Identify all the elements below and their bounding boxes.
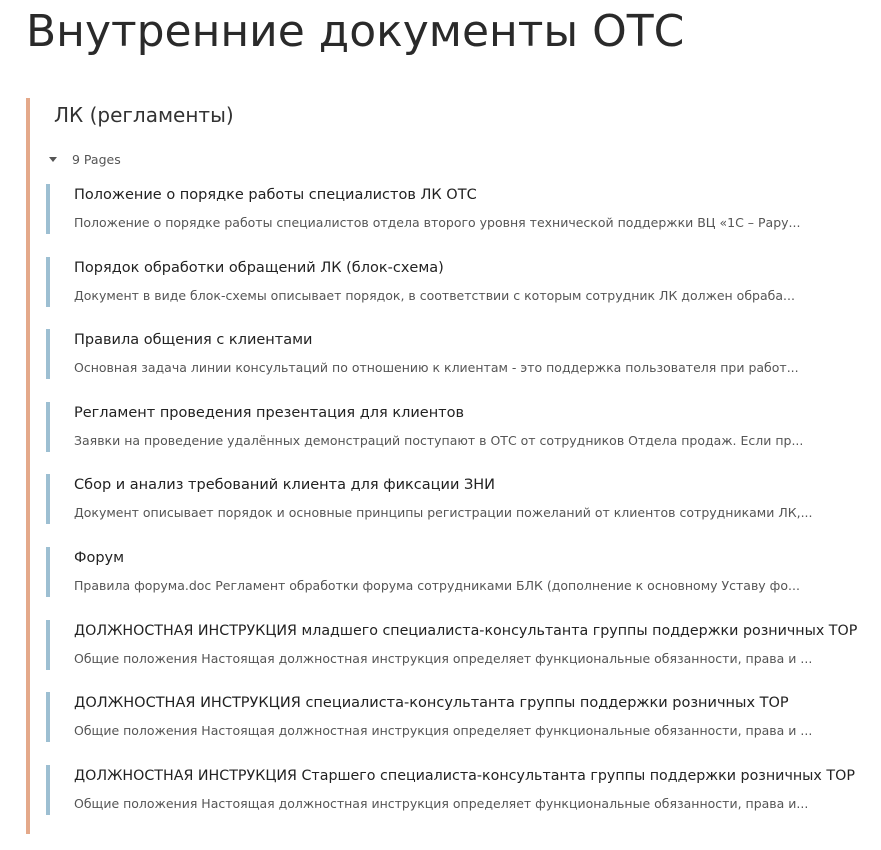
page-item-title[interactable]: Сбор и анализ требований клиента для фиксации ЗНИ (74, 477, 496, 494)
pages-count[interactable]: 9 Pages (72, 151, 121, 167)
page-item-snippet: Общие положения Настоящая должностная инструкция определяет функциональные обязанности, права и... (74, 795, 809, 811)
page-item-title[interactable]: ДОЛЖНОСТНАЯ ИНСТРУКЦИЯ младшего специалиста-консультанта группы поддержки розничных ТОР (74, 622, 858, 639)
page-item-snippet: Документ в виде блок-схемы описывает порядок, в соответствии с которым сотрудник ЛК должен обраба... (74, 287, 795, 303)
page-item-title[interactable]: Порядок обработки обращений ЛК (блок-схема) (74, 259, 444, 276)
page-item-title[interactable]: Правила общения с клиентами (74, 332, 313, 349)
page-item[interactable] (46, 257, 870, 307)
page-item-title[interactable]: Регламент проведения презентация для клиентов (74, 404, 465, 421)
page-item[interactable] (46, 474, 870, 524)
page-item[interactable] (46, 692, 870, 742)
caret-down-icon[interactable] (49, 157, 57, 162)
page-item-title[interactable]: Положение о порядке работы специалистов ЛК ОТС (74, 187, 477, 203)
page-item-snippet: Основная задача линии консультаций по отношению к клиентам - это поддержка пользователя при работ... (74, 360, 799, 376)
page-item-snippet: Документ описывает порядок и основные принципы регистрации пожеланий от клиентов сотрудниками ЛК,... (74, 505, 813, 521)
page-item-snippet: Общие положения Настоящая должностная инструкция определяет функциональные обязанности, права и ... (74, 650, 813, 666)
page-item[interactable] (46, 620, 870, 670)
page-item-snippet: Заявки на проведение удалённых демонстраций поступают в ОТС от сотрудников Отдела продаж. Если пр... (74, 432, 804, 448)
page-item-snippet: Правила форума.doc Регламент обработки форума сотрудниками БЛК (дополнение к основному Уставу фо... (74, 577, 800, 593)
page-item-title[interactable]: Форум (74, 549, 125, 566)
page-item[interactable] (46, 329, 870, 379)
page-item-snippet: Положение о порядке работы специалистов отдела второго уровня технической поддержки ВЦ «1С – Рару... (74, 215, 801, 230)
page-item[interactable] (46, 765, 870, 815)
page-item-title[interactable]: ДОЛЖНОСТНАЯ ИНСТРУКЦИЯ Старшего специалиста-консультанта группы поддержки розничных ТОР (74, 767, 855, 784)
page-item[interactable] (46, 402, 870, 452)
page-item[interactable] (46, 184, 870, 234)
page-title: Внутренние документы ОТС (26, 6, 685, 57)
section-title[interactable]: ЛК (регламенты) (54, 103, 234, 127)
pages-toggle[interactable] (49, 151, 121, 167)
section-lk-reglamenty (26, 98, 866, 834)
page-list (46, 184, 870, 837)
page-item[interactable] (46, 547, 870, 597)
page-item-title[interactable]: ДОЛЖНОСТНАЯ ИНСТРУКЦИЯ специалиста-консультанта группы поддержки розничных ТОР (74, 695, 789, 712)
page-item-snippet: Общие положения Настоящая должностная инструкция определяет функциональные обязанности, права и ... (74, 723, 813, 739)
